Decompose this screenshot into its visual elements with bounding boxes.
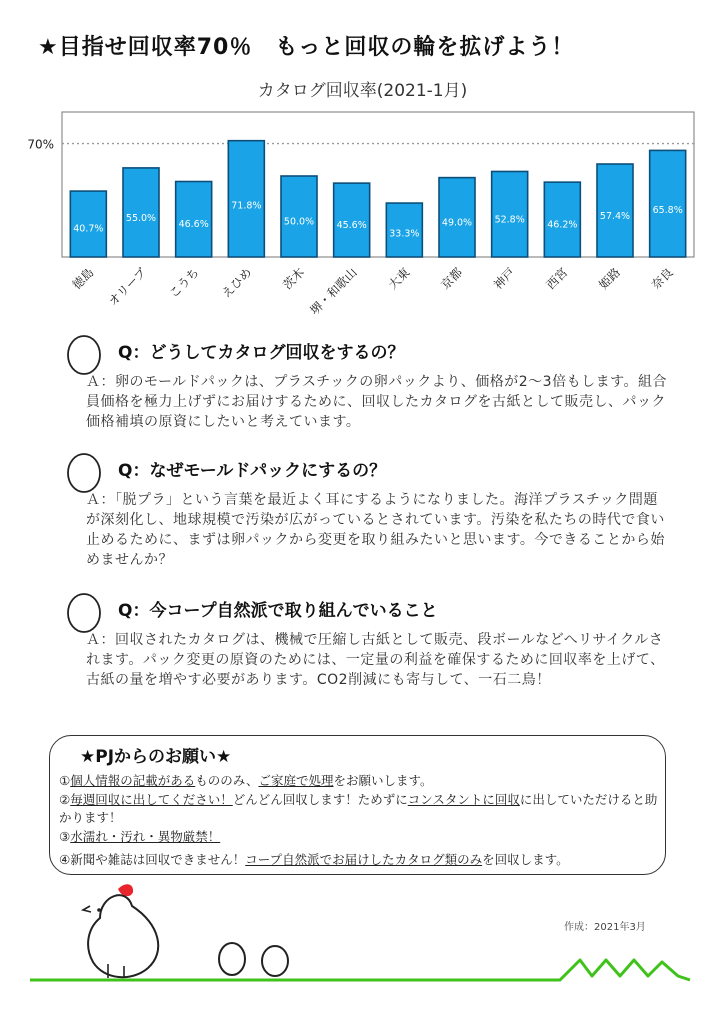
- data-label: 46.2%: [547, 219, 578, 231]
- data-label: 45.6%: [336, 219, 367, 231]
- underlined-text: コープ自然派でお届けしたカタログ類のみ: [245, 852, 483, 867]
- reference-line-label: 70%: [27, 137, 54, 152]
- category-label: 京都: [438, 265, 466, 293]
- request-text: どんどん回収します！ためずに: [232, 792, 408, 807]
- underlined-text: 水濡れ・汚れ・異物厳禁！: [70, 829, 221, 844]
- data-label: 33.3%: [389, 228, 420, 240]
- underlined-text: ご家庭で処理: [258, 773, 334, 788]
- egg-icon: [64, 330, 104, 378]
- category-label: 姫路: [596, 265, 624, 293]
- category-label: 茨木: [280, 265, 308, 293]
- data-label: 57.4%: [599, 211, 631, 223]
- underlined-text: 個人情報の記載がある: [70, 773, 196, 788]
- request-item: [59, 828, 659, 846]
- data-label: 49.0%: [441, 217, 473, 229]
- category-label: 徳島: [69, 265, 97, 293]
- answer-1: Ａ：卵のモールドパックは、プラスチックの卵パックより、価格が2〜3倍もします。組合員価格を極力上げずにお届けするために、回収したカタログを古紙として販売し、パック価格補填の原資にしたいと考えています。: [86, 374, 667, 430]
- page-headline: ★目指せ回収率70％ もっと回収の輪を拡げよう！: [38, 35, 575, 60]
- data-label: 55.0%: [125, 212, 157, 224]
- request-box: [49, 735, 666, 875]
- egg-drawing: [262, 946, 288, 976]
- request-item: [59, 791, 659, 827]
- category-label: オリーブ: [105, 265, 150, 309]
- request-text: ①: [59, 773, 71, 788]
- underlined-text: コンスタントに回収: [407, 792, 520, 807]
- request-list: [59, 772, 659, 870]
- request-text: に出していただけると助かります！: [59, 792, 658, 825]
- data-label: 71.8%: [231, 200, 262, 212]
- request-text: を回収します。: [482, 852, 569, 867]
- request-text: をお願いします。: [333, 773, 433, 788]
- data-label: 40.7%: [73, 223, 104, 235]
- bar-chart: [0, 0, 725, 340]
- data-label: 52.8%: [494, 214, 525, 226]
- chicken-icon: [83, 884, 158, 978]
- bar: [228, 141, 264, 257]
- category-label: 奈良: [648, 265, 676, 293]
- data-label: 50.0%: [283, 216, 315, 228]
- category-label: 神戸: [490, 265, 518, 293]
- request-text: ④新聞や雑誌は回収できません！: [59, 852, 246, 867]
- category-label: 堺・和歌山: [307, 265, 360, 318]
- grass-line: [30, 960, 690, 980]
- request-title: ★PJからのお願い★: [80, 747, 232, 767]
- request-text: もののみ、: [195, 773, 259, 788]
- created-date: 作成：2021年3月: [564, 922, 646, 933]
- request-item: [59, 851, 659, 869]
- bar: [650, 150, 686, 257]
- request-text: ②: [59, 792, 71, 807]
- question-3: Q：今コープ自然派で取り組んでいること: [118, 601, 438, 621]
- egg-icon: [64, 588, 104, 636]
- category-label: こうち: [166, 265, 202, 301]
- answer-2: Ａ：「脱プラ」という言葉を最近よく耳にするようになりました。海洋プラスチック問題が深刻化し、地球規模で汚染が広がっているとされています。汚染を私たちの時代で食い止めるために、まずは卵パックから変更を取り組みたいと思います。今できることから始めませんか？: [86, 492, 665, 568]
- category-label: 西宮: [543, 265, 571, 293]
- chart-title: カタログ回収率(2021-1月): [257, 81, 468, 101]
- question-2: Q：なぜモールドパックにするの？: [118, 461, 387, 481]
- egg-icon: [64, 448, 104, 496]
- egg-drawing: [219, 943, 245, 975]
- question-1: Q：どうしてカタログ回収をするの？: [118, 343, 405, 363]
- category-label: えひめ: [219, 265, 255, 301]
- request-item: [59, 772, 659, 790]
- request-text: ③: [59, 829, 71, 844]
- answer-3: Ａ：回収されたカタログは、機械で圧縮し古紙として販売、段ボールなどへリサイクルされます。パック変更の原資のためには、一定量の利益を確保するために回収率を上げて、古紙の量を増やす必要があります。CO2削減にも寄与して、一石二鳥！: [86, 632, 665, 688]
- underlined-text: 毎週回収に出してください！: [70, 792, 233, 807]
- data-label: 46.6%: [178, 219, 209, 231]
- data-label: 65.8%: [652, 205, 683, 217]
- category-label: 大東: [385, 265, 413, 293]
